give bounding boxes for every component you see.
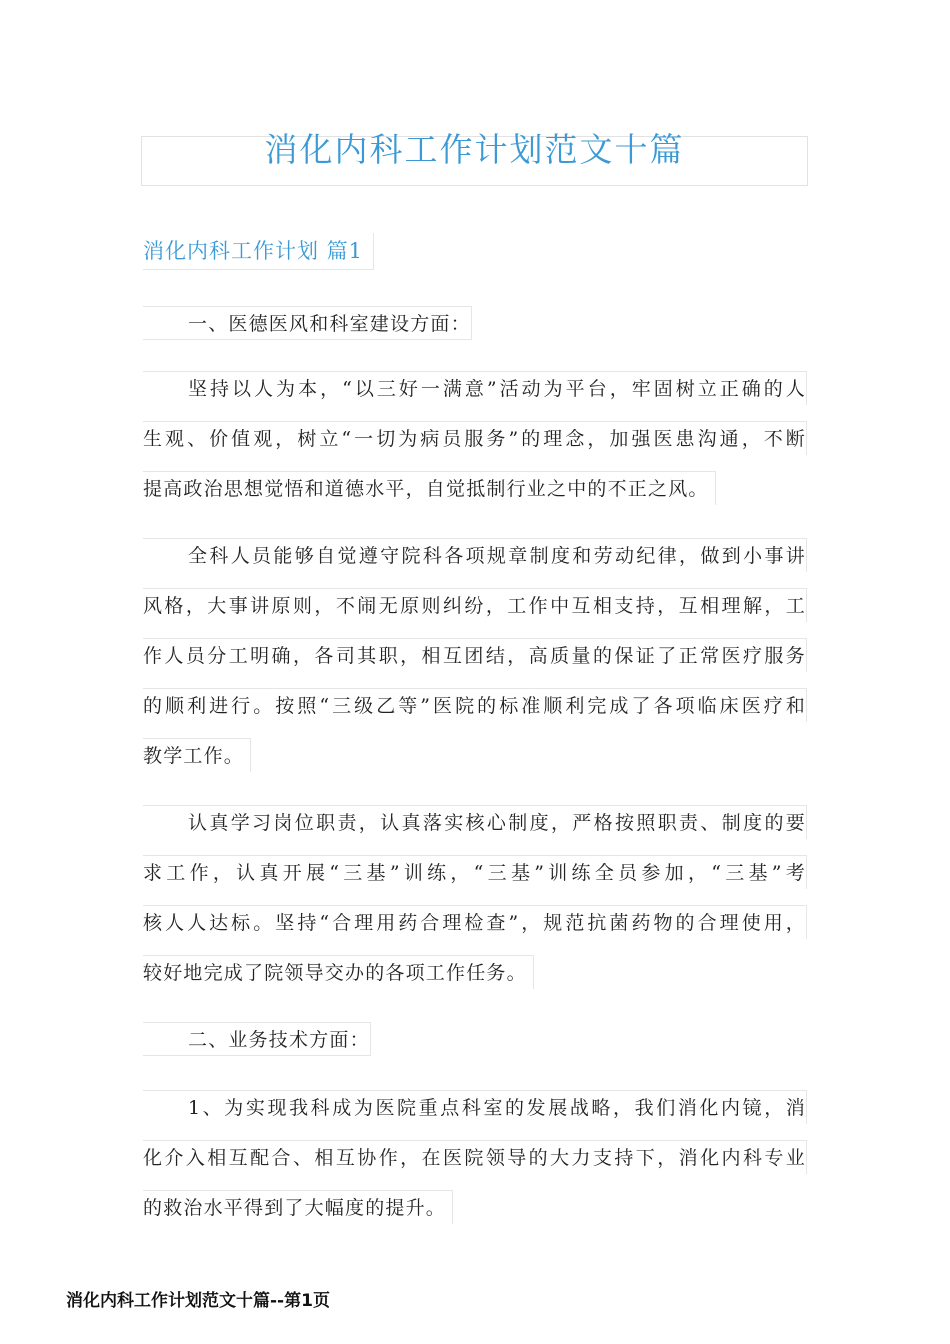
- paragraph-3-line-3: 核人人达标。坚持“合理用药合理检查”，规范抗菌药物的合理使用，: [143, 905, 807, 939]
- paragraph-4-line-2: 化介入相互配合、相互协作，在医院领导的大力支持下，消化内科专业: [143, 1140, 807, 1174]
- document-title: 消化内科工作计划范文十篇: [264, 130, 685, 169]
- subheading-1: 一、医德医风和科室建设方面：: [143, 306, 472, 340]
- paragraph-1-line-1: 坚持以人为本，“以三好一满意”活动为平台，牢固树立正确的人: [143, 371, 807, 405]
- paragraph-2-line-2: 风格，大事讲原则，不闹无原则纠纷，工作中互相支持，互相理解，工: [143, 588, 807, 622]
- paragraph-3-line-2: 求工作，认真开展“三基”训练，“三基”训练全员参加，“三基”考: [143, 855, 807, 889]
- paragraph-1-line-3: 提高政治思想觉悟和道德水平，自觉抵制行业之中的不正之风。: [143, 471, 716, 505]
- paragraph-1-line-2: 生观、价值观，树立“一切为病员服务”的理念，加强医患沟通，不断: [143, 421, 807, 455]
- paragraph-4-line-1: 1、为实现我科成为医院重点科室的发展战略，我们消化内镜，消: [143, 1090, 807, 1124]
- paragraph-2-line-5: 教学工作。: [143, 738, 251, 772]
- section-heading: 消化内科工作计划 篇1: [143, 233, 374, 270]
- paragraph-2-line-4: 的顺利进行。按照“三级乙等”医院的标准顺利完成了各项临床医疗和: [143, 688, 807, 722]
- subheading-2: 二、业务技术方面：: [143, 1022, 371, 1056]
- paragraph-2-line-1: 全科人员能够自觉遵守院科各项规章制度和劳动纪律，做到小事讲: [143, 538, 807, 572]
- paragraph-3-line-1: 认真学习岗位职责，认真落实核心制度，严格按照职责、制度的要: [143, 805, 807, 839]
- paragraph-2-line-3: 作人员分工明确，各司其职，相互团结，高质量的保证了正常医疗服务: [143, 638, 807, 672]
- paragraph-3-line-4: 较好地完成了院领导交办的各项工作任务。: [143, 955, 534, 989]
- page-footer: 消化内科工作计划范文十篇--第1页: [66, 1291, 330, 1311]
- paragraph-4-line-3: 的救治水平得到了大幅度的提升。: [143, 1190, 453, 1224]
